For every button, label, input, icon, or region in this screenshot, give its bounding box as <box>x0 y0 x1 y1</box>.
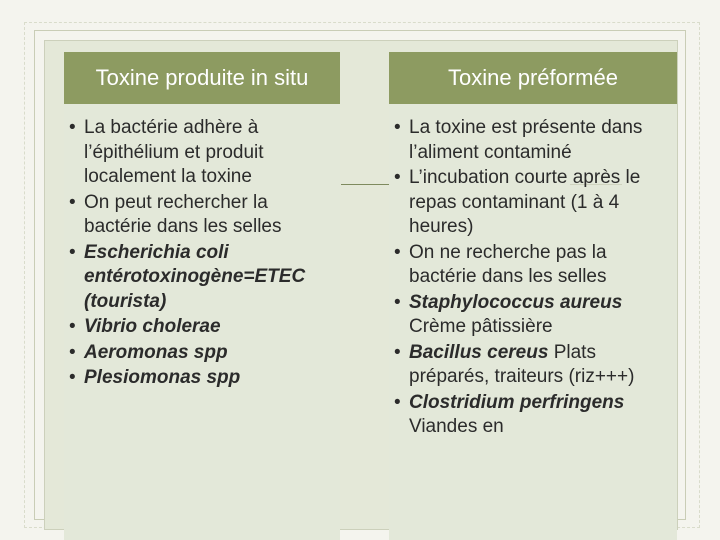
list-item: • Vibrio cholerae <box>70 315 336 340</box>
list-item: • Plesiomonas spp <box>70 366 336 391</box>
list-item: • Aeromonas spp <box>70 341 336 366</box>
list-item: • On peut rechercher la bactérie dans les selles <box>70 191 336 240</box>
list-item <box>395 341 675 390</box>
list-item <box>395 291 675 340</box>
left-column-header <box>64 52 340 104</box>
right-column-title: Toxine préformée <box>448 65 618 90</box>
list-item: • La toxine est présente dans l’aliment contaminé <box>395 116 675 165</box>
right-column-header <box>389 52 677 104</box>
left-column-list <box>70 116 336 392</box>
organism-name: Staphylococcus aureus <box>409 291 623 313</box>
right-column-list <box>395 116 675 441</box>
decorative-divider-line <box>341 184 389 185</box>
list-item: • L’incubation courte après le repas contaminant (1 à 4 heures) <box>395 166 675 240</box>
food-source: Viandes en <box>409 416 504 437</box>
organism-name: Bacillus cereus <box>409 341 549 363</box>
organism-name: Clostridium perfringens <box>409 391 625 413</box>
list-item: • On ne recherche pas la bactérie dans les selles <box>395 241 675 290</box>
left-column-title: Toxine produite in situ <box>95 65 309 90</box>
food-source: Plats préparés, traiteurs (riz+++) <box>409 341 635 387</box>
list-item <box>395 391 675 440</box>
list-item: • Escherichia coli entérotoxinogène=ETEC (tourista) <box>70 241 336 315</box>
food-source: Crème pâtissière <box>409 316 553 337</box>
list-item: • La bactérie adhère à l’épithélium et produit localement la toxine <box>70 116 336 190</box>
